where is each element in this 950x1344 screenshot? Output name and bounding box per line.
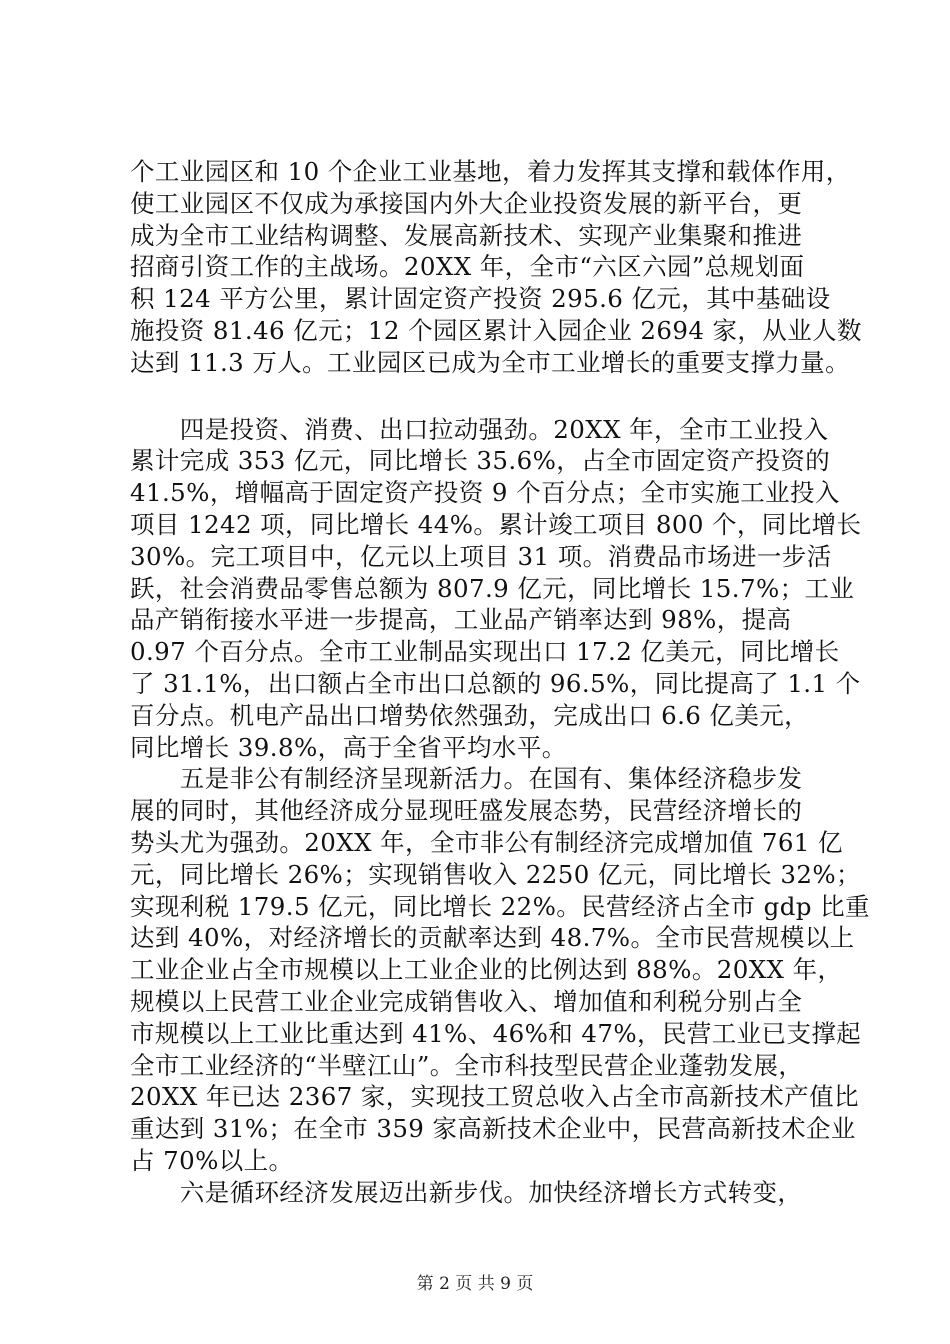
text-line: 展的同时，其他经济成分显现旺盛发展态势，民营经济增长的 (130, 796, 803, 826)
text-line: 品产销衔接水平进一步提高，工业品产销率达到 98%，提高 (130, 605, 792, 635)
text-line: 四是投资、消费、出口拉动强劲。20XX 年，全市工业投入 (130, 414, 829, 444)
text-line: 元，同比增长 26%；实现销售收入 2250 亿元，同比增长 32%； (130, 859, 861, 889)
text-line: 重达到 31%；在全市 359 家高新技术企业中，民营高新技术企业 (130, 1114, 856, 1144)
text-line: 0.97 个百分点。全市工业制品实现出口 17.2 亿美元，同比增长 (130, 637, 840, 667)
paragraph-spacer (130, 379, 842, 414)
text-line: 实现利税 179.5 亿元，同比增长 22%。民营经济占全市 gdp 比重 (130, 891, 870, 921)
text-line: 势头尤为强劲。20XX 年，全市非公有制经济完成增加值 761 亿 (130, 827, 843, 857)
text-line: 积 124 平方公里，累计固定资产投资 295.6 亿元，其中基础设 (130, 284, 831, 314)
text-line: 20XX 年已达 2367 家，实现技工贸总收入占全市高新技术产值比 (130, 1082, 859, 1112)
text-line: 施投资 81.46 亿元；12 个园区累计入园企业 2694 家，从业人数 (130, 315, 862, 345)
page-number-footer: 第 2 页 共 9 页 (416, 1274, 534, 1294)
text-line: 跃，社会消费品零售总额为 807.9 亿元，同比增长 15.7%；工业 (130, 573, 855, 603)
text-line: 同比增长 39.8%，高于全省平均水平。 (130, 732, 567, 762)
text-line: 招商引资工作的主战场。20XX 年，全市“六区六园”总规划面 (130, 252, 805, 282)
paragraph-non-public-economy (130, 763, 870, 1176)
text-line: 使工业园区不仅成为承接国内外大企业投资发展的新平台，更 (130, 188, 803, 218)
text-line: 市规模以上工业比重达到 41%、46%和 47%，民营工业已支撑起 (130, 1018, 862, 1048)
paragraph-investment-consumption-export (130, 414, 862, 764)
text-line: 全市工业经济的“半壁江山”。全市科技型民营企业蓬勃发展， (130, 1050, 804, 1080)
paragraph-industrial-parks (130, 156, 862, 379)
document-body (130, 156, 870, 1209)
text-line: 了 31.1%，出口额占全市出口总额的 96.5%，同比提高了 1.1 个 (130, 668, 861, 698)
text-line: 规模以上民营工业企业完成销售收入、增加值和利税分别占全 (130, 986, 803, 1016)
text-line: 达到 11.3 万人。工业园区已成为全市工业增长的重要支撑力量。 (130, 347, 850, 377)
text-line: 百分点。机电产品出口增势依然强劲，完成出口 6.6 亿美元， (130, 700, 810, 730)
text-line: 达到 40%，对经济增长的贡献率达到 48.7%。全市民营规模以上 (130, 923, 855, 953)
text-line: 成为全市工业结构调整、发展高新技术、实现产业集聚和推进 (130, 220, 803, 250)
paragraph-circular-economy (130, 1177, 842, 1209)
text-line: 个工业园区和 10 个企业工业基地，着力发挥其支撑和载体作用， (130, 157, 851, 186)
text-line: 累计完成 353 亿元，同比增长 35.6%，占全市固定资产投资的 (130, 446, 831, 476)
text-line: 项目 1242 项，同比增长 44%。累计竣工项目 800 个，同比增长 (130, 509, 862, 539)
text-line: 41.5%，增幅高于固定资产投资 9 个百分点；全市实施工业投入 (130, 478, 840, 508)
text-line: 占 70%以上。 (130, 1145, 294, 1175)
text-line: 工业企业占全市规模以上工业企业的比例达到 88%。20XX 年， (130, 955, 843, 985)
text-line: 30%。完工项目中，亿元以上项目 31 项。消费品市场进一步活 (130, 541, 832, 571)
text-line: 五是非公有制经济呈现新活力。在国有、集体经济稳步发 (130, 764, 803, 794)
text-line: 六是循环经济发展迈出新步伐。加快经济增长方式转变， (130, 1177, 803, 1207)
